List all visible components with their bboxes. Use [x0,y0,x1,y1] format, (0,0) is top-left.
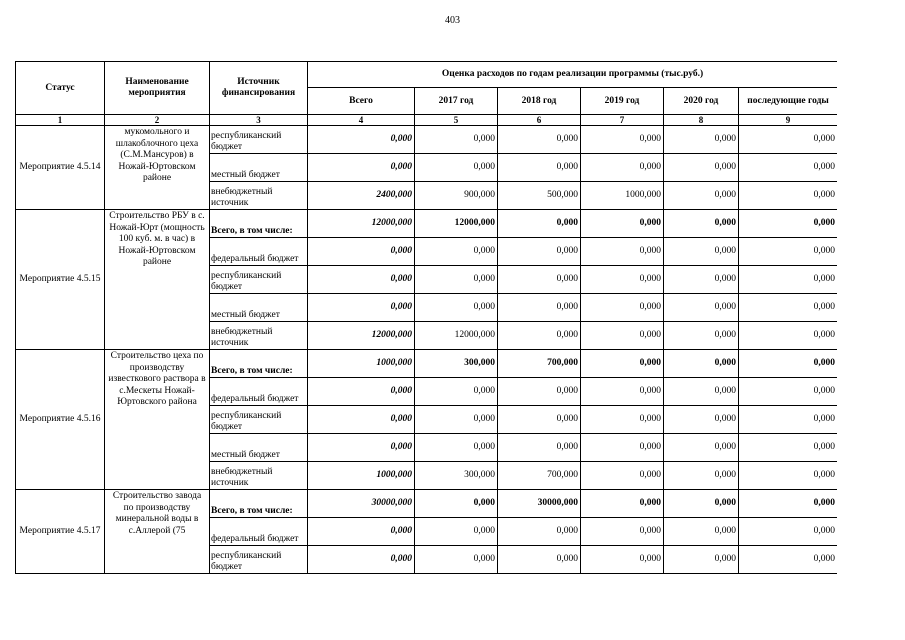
activity-name-cell: мукомольного и шлакоблочного цеха (С.М.Мансуров) в Ножай-Юртовском районе [105,126,210,210]
year-value-cell: 0,000 [581,126,664,154]
funding-source-cell: федеральный бюджет [210,518,308,546]
total-value-cell: 0,000 [308,406,415,434]
funding-source-cell: внебюджетный источник [210,462,308,490]
header-estimate: Оценка расходов по годам реализации программы (тыс.руб.) [308,62,838,88]
header-name: Наименование мероприятия [105,62,210,115]
year-value-cell: 0,000 [739,462,838,490]
header-year-2020: 2020 год [664,88,739,115]
year-value-cell: 0,000 [498,434,581,462]
year-value-cell: 0,000 [664,490,739,518]
year-value-cell: 0,000 [498,378,581,406]
year-value-cell: 300,000 [415,462,498,490]
table-row [16,126,838,154]
year-value-cell: 0,000 [415,154,498,182]
year-value-cell: 0,000 [581,378,664,406]
year-value-cell: 0,000 [498,546,581,574]
status-cell: Мероприятие 4.5.16 [16,350,105,490]
header-status: Статус [16,62,105,115]
year-value-cell: 0,000 [415,546,498,574]
funding-source-cell: местный бюджет [210,154,308,182]
year-value-cell: 0,000 [739,490,838,518]
col-number: 1 [16,115,105,126]
funding-source-cell: Всего, в том числе: [210,350,308,378]
header-year-total: Всего [308,88,415,115]
year-value-cell: 0,000 [739,210,838,238]
total-value-cell: 0,000 [308,434,415,462]
table-viewport [15,61,837,589]
year-value-cell: 500,000 [498,182,581,210]
header-year-2019: 2019 год [581,88,664,115]
year-value-cell: 0,000 [498,518,581,546]
year-value-cell: 0,000 [664,154,739,182]
year-value-cell: 0,000 [415,238,498,266]
year-value-cell: 0,000 [739,182,838,210]
year-value-cell: 0,000 [581,546,664,574]
funding-source-cell: федеральный бюджет [210,238,308,266]
year-value-cell: 0,000 [415,434,498,462]
year-value-cell: 0,000 [581,406,664,434]
year-value-cell: 12000,000 [415,322,498,350]
col-number: 2 [105,115,210,126]
total-value-cell: 0,000 [308,266,415,294]
funding-source-cell: внебюджетный источник [210,322,308,350]
year-value-cell: 900,000 [415,182,498,210]
year-value-cell: 0,000 [498,294,581,322]
page-number: 403 [445,15,460,26]
activity-name-cell: Строительство цеха по производству известкового раствора в с.Мескеты Ножай-Юртовского района [105,350,210,490]
year-value-cell: 0,000 [739,350,838,378]
year-value-cell: 0,000 [581,210,664,238]
col-number: 6 [498,115,581,126]
year-value-cell: 0,000 [664,378,739,406]
total-value-cell: 0,000 [308,518,415,546]
year-value-cell: 0,000 [739,238,838,266]
header-year-later: последующие годы [739,88,838,115]
year-value-cell: 0,000 [581,490,664,518]
year-value-cell: 0,000 [664,126,739,154]
total-value-cell: 1000,000 [308,350,415,378]
year-value-cell: 300,000 [415,350,498,378]
funding-source-cell: республиканский бюджет [210,546,308,574]
total-value-cell: 1000,000 [308,462,415,490]
year-value-cell: 0,000 [664,238,739,266]
year-value-cell: 700,000 [498,350,581,378]
total-value-cell: 0,000 [308,378,415,406]
header-year-2018: 2018 год [498,88,581,115]
funding-source-cell: республиканский бюджет [210,406,308,434]
year-value-cell: 0,000 [739,378,838,406]
activity-name-cell: Строительство РБУ в с. Ножай-Юрт (мощность 100 куб. м. в час) в Ножай-Юртовском районе [105,210,210,350]
year-value-cell: 0,000 [581,294,664,322]
year-value-cell: 0,000 [581,238,664,266]
year-value-cell: 700,000 [498,462,581,490]
year-value-cell: 0,000 [581,350,664,378]
year-value-cell: 0,000 [415,518,498,546]
year-value-cell: 0,000 [498,154,581,182]
year-value-cell: 0,000 [498,238,581,266]
year-value-cell: 0,000 [739,154,838,182]
col-number: 5 [415,115,498,126]
col-number: 4 [308,115,415,126]
funding-source-cell: внебюджетный источник [210,182,308,210]
total-value-cell: 0,000 [308,546,415,574]
year-value-cell: 0,000 [581,434,664,462]
activity-name-cell: Строительство завода по производству минеральной воды в с.Аллерой (75 [105,490,210,574]
year-value-cell: 0,000 [581,518,664,546]
total-value-cell: 0,000 [308,154,415,182]
year-value-cell: 0,000 [739,518,838,546]
year-value-cell: 0,000 [664,350,739,378]
table-row [16,350,838,378]
year-value-cell: 0,000 [581,154,664,182]
year-value-cell: 30000,000 [498,490,581,518]
year-value-cell: 0,000 [664,182,739,210]
year-value-cell: 0,000 [739,126,838,154]
year-value-cell: 0,000 [664,210,739,238]
table-body [16,126,838,574]
year-value-cell: 1000,000 [581,182,664,210]
year-value-cell: 0,000 [664,546,739,574]
funding-source-cell: Всего, в том числе: [210,490,308,518]
header-year-2017: 2017 год [415,88,498,115]
funding-source-cell: федеральный бюджет [210,378,308,406]
year-value-cell: 0,000 [739,546,838,574]
col-number: 3 [210,115,308,126]
funding-source-cell: республиканский бюджет [210,266,308,294]
year-value-cell: 0,000 [498,406,581,434]
year-value-cell: 0,000 [581,266,664,294]
year-value-cell: 0,000 [415,294,498,322]
year-value-cell: 0,000 [664,294,739,322]
status-cell: Мероприятие 4.5.17 [16,490,105,574]
year-value-cell: 0,000 [739,322,838,350]
table-row [16,490,838,518]
year-value-cell: 0,000 [664,406,739,434]
year-value-cell: 0,000 [739,294,838,322]
year-value-cell: 0,000 [415,378,498,406]
year-value-cell: 0,000 [664,266,739,294]
year-value-cell: 0,000 [664,462,739,490]
year-value-cell: 0,000 [739,406,838,434]
year-value-cell: 0,000 [498,126,581,154]
funding-source-cell: местный бюджет [210,294,308,322]
total-value-cell: 0,000 [308,126,415,154]
year-value-cell: 0,000 [498,322,581,350]
status-cell: Мероприятие 4.5.14 [16,126,105,210]
total-value-cell: 12000,000 [308,322,415,350]
total-value-cell: 0,000 [308,294,415,322]
expenses-table [15,61,837,574]
total-value-cell: 2400,000 [308,182,415,210]
funding-source-cell: республиканский бюджет [210,126,308,154]
year-value-cell: 0,000 [581,462,664,490]
col-number: 7 [581,115,664,126]
total-value-cell: 0,000 [308,238,415,266]
col-number: 9 [739,115,838,126]
col-number: 8 [664,115,739,126]
total-value-cell: 12000,000 [308,210,415,238]
year-value-cell: 0,000 [664,518,739,546]
total-value-cell: 30000,000 [308,490,415,518]
year-value-cell: 0,000 [498,266,581,294]
year-value-cell: 0,000 [415,126,498,154]
year-value-cell: 0,000 [739,266,838,294]
funding-source-cell: местный бюджет [210,434,308,462]
year-value-cell: 12000,000 [415,210,498,238]
year-value-cell: 0,000 [415,266,498,294]
table-row [16,210,838,238]
funding-source-cell: Всего, в том числе: [210,210,308,238]
year-value-cell: 0,000 [739,434,838,462]
status-cell: Мероприятие 4.5.15 [16,210,105,350]
year-value-cell: 0,000 [498,210,581,238]
year-value-cell: 0,000 [664,322,739,350]
year-value-cell: 0,000 [581,322,664,350]
year-value-cell: 0,000 [664,434,739,462]
year-value-cell: 0,000 [415,490,498,518]
year-value-cell: 0,000 [415,406,498,434]
header-source: Источник финансирования [210,62,308,115]
